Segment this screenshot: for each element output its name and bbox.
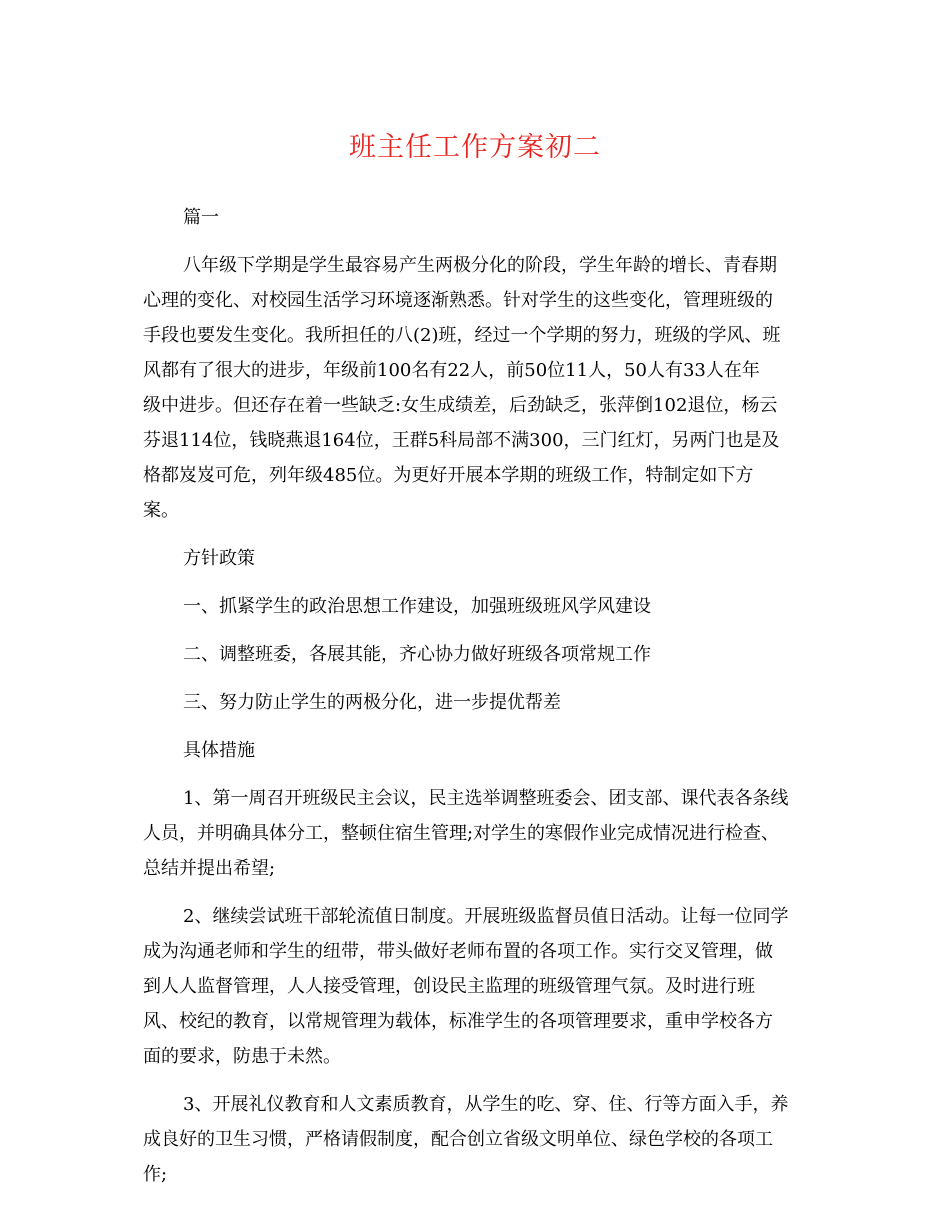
text-line: 心理的变化、对校园生活学习环境逐渐熟悉。针对学生的这些变化，管理班级的 (143, 290, 773, 311)
document-title: 班主任工作方案初二 (349, 132, 601, 163)
text-line: 手段也要发生变化。我所担任的八(2)班，经过一个学期的努力，班级的学风、班 (143, 325, 781, 346)
paragraph-gap (143, 720, 807, 733)
text-line: 1、第一周召开班级民主会议，民主选举调整班委会、团支部、课代表各条线 (183, 788, 789, 809)
text-line: 案。 (143, 500, 179, 521)
text-line: 风、校纪的教育，以常规管理为载体，标准学生的各项管理要求，重申学校各方 (143, 1011, 773, 1032)
text-line: 方针政策 (183, 548, 255, 569)
text-line: 成为沟通老师和学生的纽带，带头做好老师布置的各项工作。实行交叉管理，做 (143, 941, 773, 962)
text-line: 到人人监督管理，人人接受管理，创设民主监理的班级管理气氛。及时进行班 (143, 976, 755, 997)
document-body (143, 200, 807, 1192)
text-line: 芬退114位，钱晓燕退164位，王群5科局部不满300，三门红灯，另两门也是及 (143, 430, 780, 451)
text-line: 3、开展礼仪教育和人文素质教育，从学生的吃、穿、住、行等方面入手，养 (183, 1094, 789, 1115)
text-line: 成良好的卫生习惯，严格请假制度，配合创立省级文明单位、绿色学校的各项工 (143, 1129, 773, 1150)
text-line: 风都有了很大的进步，年级前100名有22人，前50位11人，50人有33人在年 (143, 360, 760, 381)
paragraph-gap (143, 576, 807, 589)
paragraph-gap (143, 1074, 807, 1087)
text-line: 篇一 (183, 207, 219, 228)
paragraph-gap (143, 886, 807, 899)
text-line: 总结并提出希望; (143, 858, 276, 879)
text-line: 格都岌岌可危，列年级485位。为更好开展本学期的班级工作，特制定如下方 (143, 465, 754, 486)
paragraph-gap (143, 528, 807, 541)
text-line: 2、继续尝试班干部轮流值日制度。开展班级监督员值日活动。让每一位同学 (183, 906, 789, 927)
text-line: 人员，并明确具体分工，整顿住宿生管理;对学生的寒假作业完成情况进行检查、 (143, 823, 780, 844)
text-line: 二、调整班委，各展其能，齐心协力做好班级各项常规工作 (183, 644, 651, 665)
text-line: 三、努力防止学生的两极分化，进一步提优帮差 (183, 692, 561, 713)
text-line: 面的要求，防患于未然。 (143, 1046, 341, 1067)
text-line: 一、抓紧学生的政治思想工作建设，加强班级班风学风建设 (183, 596, 651, 617)
paragraph-gap (143, 768, 807, 781)
text-line: 作; (143, 1164, 168, 1185)
text-line: 具体措施 (183, 740, 255, 761)
paragraph-gap (143, 672, 807, 685)
paragraph-gap (143, 235, 807, 248)
text-line: 八年级下学期是学生最容易产生两极分化的阶段，学生年龄的增长、青春期 (183, 255, 777, 276)
text-line: 级中进步。但还存在着一些缺乏:女生成绩差，后劲缺乏，张萍倒102退位，杨云 (143, 395, 778, 416)
paragraph-gap (143, 624, 807, 637)
